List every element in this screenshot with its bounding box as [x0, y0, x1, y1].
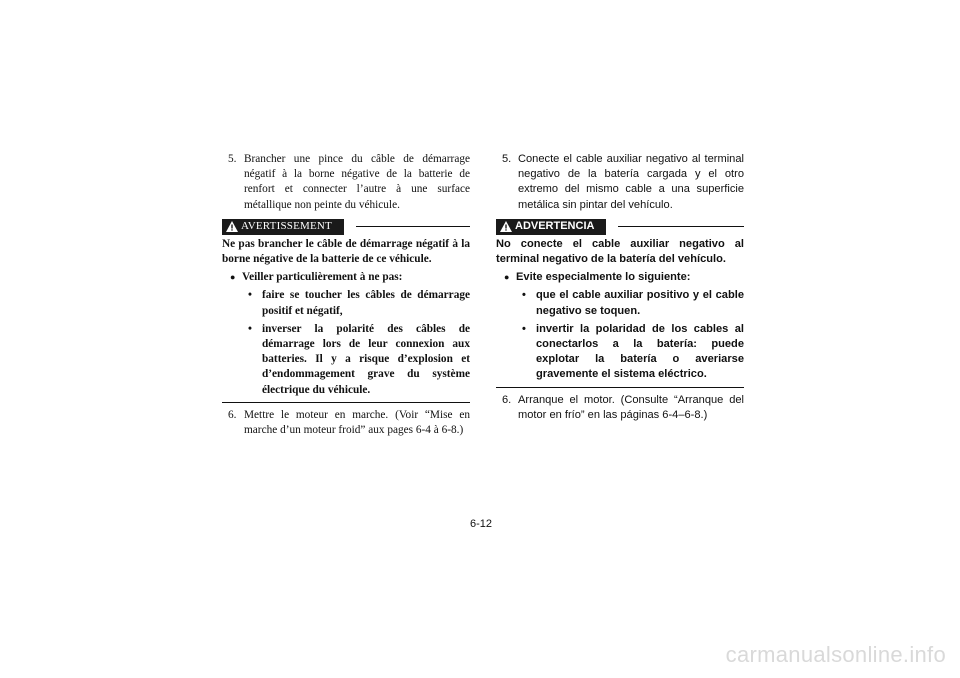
french-column: [222, 152, 470, 438]
warning-label: AVERTISSEMENT: [241, 220, 332, 233]
warning-badge: [222, 219, 344, 235]
step-text: Brancher une pince du câble de démarrage négatif à la borne négative de la batterie de renfort et connecter l’autre à une surface métallique non peinte du véhicule.: [244, 153, 470, 211]
dot-item-text: Veiller particulièrement à ne pas:: [242, 271, 403, 284]
bullet-icon: •: [522, 322, 526, 335]
step-text: Mettre le moteur en marche. (Voir “Mise en marche d’un moteur froid” aux pages 6-4 à 6-8.): [244, 408, 470, 437]
warning-rule-top: [356, 226, 470, 227]
warning-body: [222, 237, 470, 398]
page-number: 6-12: [470, 518, 493, 530]
sub-item: [496, 322, 744, 383]
warning-body: [496, 237, 744, 383]
bullet-dot-icon: ●: [504, 272, 510, 283]
sub-item-text: inverser la polarité des câbles de démarrage lors de leur connexion aux batteries. Il y a risque d’explosion et d’endommagement grave du système électrique du véhicule.: [262, 322, 470, 396]
warning-intro: No conecte el cable auxiliar negativo al terminal negativo de la batería del vehículo.: [496, 237, 744, 266]
step-6: [496, 393, 744, 423]
warning-label: ADVERTENCIA: [515, 220, 595, 233]
warning-rule-bottom: [222, 402, 470, 403]
warning-rule-bottom: [496, 387, 744, 388]
warning-header: [496, 219, 744, 235]
sub-item: [222, 322, 470, 398]
step-text: Conecte el cable auxiliar negativo al terminal negativo de la batería cargada y el otro extremo del mismo cable a una superficie metálica sin pintar del vehículo.: [518, 153, 744, 211]
sub-item: [222, 288, 470, 318]
warning-triangle-icon: [226, 221, 238, 232]
warning-triangle-icon: [500, 221, 512, 232]
step-text: Arranque el motor. (Consulte “Arranque del motor en frío” en las páginas 6-4–6-8.): [518, 393, 744, 421]
dot-item: [222, 270, 470, 285]
bullet-icon: •: [248, 289, 252, 302]
warning-intro: Ne pas brancher le câble de démarrage négatif à la borne négative de la batterie de ce véhicule.: [222, 237, 470, 266]
bullet-icon: •: [522, 289, 526, 302]
watermark-logo: carmanualsonline.info: [725, 642, 946, 667]
warning-rule-top: [618, 226, 744, 227]
warning-header: [222, 219, 470, 235]
dot-item-text: Evite especialmente lo siguiente:: [516, 271, 691, 284]
sub-item: [496, 288, 744, 318]
step-6: [222, 408, 470, 438]
sub-item-text: faire se toucher les câbles de démarrage positif et négatif,: [262, 289, 470, 317]
sub-item-text: invertir la polaridad de los cables al conectarlos a la batería: puede explotar la batería o averiarse gravemente el sistema eléctrico.: [536, 322, 744, 381]
bullet-dot-icon: ●: [230, 272, 236, 283]
step-5: [222, 152, 470, 213]
dot-item: [496, 270, 744, 285]
step-number: 6.: [228, 408, 237, 421]
bullet-icon: •: [248, 322, 252, 335]
step-number: 5.: [502, 153, 512, 165]
spanish-column: [496, 152, 744, 423]
step-number: 6.: [502, 393, 512, 406]
step-number: 5.: [228, 153, 237, 165]
sub-item-text: que el cable auxiliar positivo y el cable negativo se toquen.: [536, 289, 744, 317]
step-5: [496, 152, 744, 213]
warning-badge: [496, 219, 606, 235]
